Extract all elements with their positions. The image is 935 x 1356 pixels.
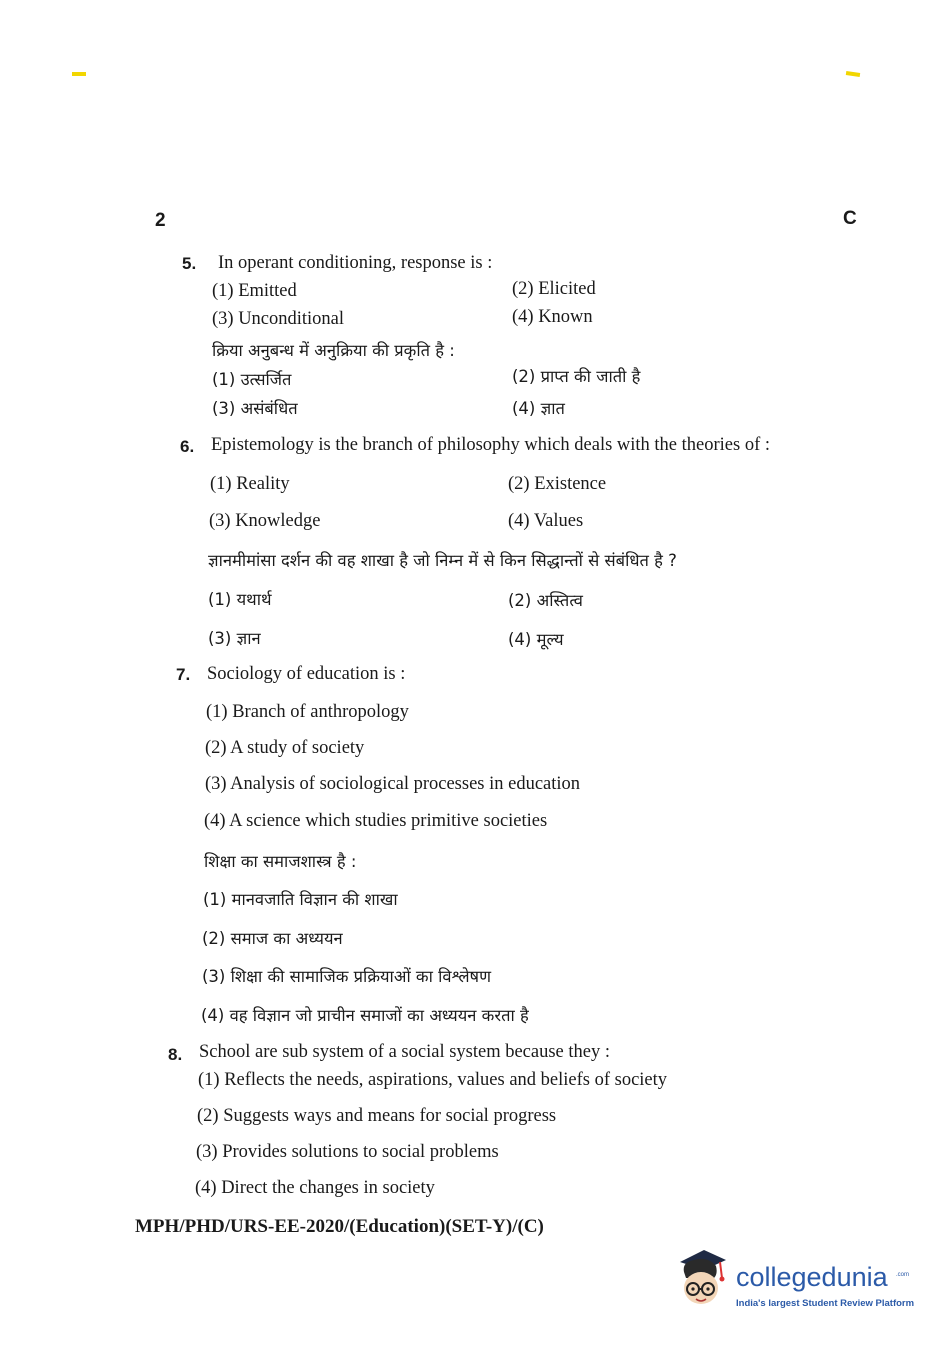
question-text-hindi: ज्ञानमीमांसा दर्शन की वह शाखा है जो निम्न में से किन सिद्धान्तों से संबंधित है ? (208, 551, 677, 570)
option-hindi: (3) असंबंधित (212, 399, 298, 418)
registration-mark-right (846, 71, 860, 77)
logo-tagline: India's largest Student Review Platform (736, 1298, 915, 1309)
option-hindi: (4) ज्ञात (512, 399, 565, 418)
question-number: 5. (182, 254, 197, 273)
option: (2) Existence (508, 474, 607, 494)
option-hindi: (1) यथार्थ (208, 590, 272, 609)
question-number: 8. (168, 1045, 183, 1064)
option: (4) A science which studies primitive societies (204, 811, 548, 831)
option: (1) Emitted (212, 281, 297, 301)
option: (1) Reality (210, 474, 290, 494)
logo-suffix: .com (896, 1272, 910, 1278)
question-number: 7. (176, 665, 191, 684)
registration-mark-left (72, 72, 86, 76)
option-hindi: (3) शिक्षा की सामाजिक प्रक्रियाओं का विश्लेषण (202, 967, 492, 986)
question-number: 6. (180, 437, 195, 456)
option-hindi: (4) वह विज्ञान जो प्राचीन समाजों का अध्ययन करता है (201, 1006, 529, 1025)
option: (2) A study of society (205, 738, 365, 758)
option-hindi: (1) मानवजाति विज्ञान की शाखा (203, 890, 398, 909)
question-text: School are sub system of a social system because they : (199, 1042, 611, 1062)
logo-wordmark: collegedunia (736, 1262, 888, 1292)
mascot-icon (674, 1248, 734, 1314)
option: (3) Knowledge (209, 511, 321, 531)
option: (1) Reflects the needs, aspirations, values and beliefs of society (198, 1070, 668, 1090)
option-hindi: (2) समाज का अध्ययन (202, 929, 343, 948)
question-text-hindi: शिक्षा का समाजशास्त्र है : (204, 852, 357, 871)
option: (2) Suggests ways and means for social progress (197, 1106, 557, 1126)
question-text: Sociology of education is : (207, 664, 406, 684)
option-hindi: (1) उत्सर्जित (212, 370, 292, 389)
set-code: C (843, 208, 857, 229)
option: (4) Values (508, 511, 584, 531)
page-number: 2 (155, 210, 166, 231)
option-hindi: (4) मूल्य (508, 630, 564, 649)
option: (3) Analysis of sociological processes in education (205, 774, 581, 794)
option-hindi: (2) प्राप्त की जाती है (512, 367, 641, 386)
option: (4) Known (512, 307, 593, 327)
option: (2) Elicited (512, 279, 596, 299)
option: (4) Direct the changes in society (195, 1178, 435, 1198)
paper-code: MPH/PHD/URS-EE-2020/(Education)(SET-Y)/(C) (135, 1216, 544, 1237)
option-hindi: (2) अस्तित्व (508, 591, 583, 610)
option: (1) Branch of anthropology (206, 702, 409, 722)
collegedunia-logo (674, 1248, 915, 1318)
question-text: Epistemology is the branch of philosophy which deals with the theories of : (211, 435, 771, 455)
option-hindi: (3) ज्ञान (208, 629, 261, 648)
question-text: In operant conditioning, response is : (218, 253, 493, 273)
option: (3) Unconditional (212, 309, 345, 329)
question-text-hindi: क्रिया अनुबन्ध में अनुक्रिया की प्रकृति है : (212, 341, 455, 360)
option: (3) Provides solutions to social problems (196, 1142, 499, 1162)
